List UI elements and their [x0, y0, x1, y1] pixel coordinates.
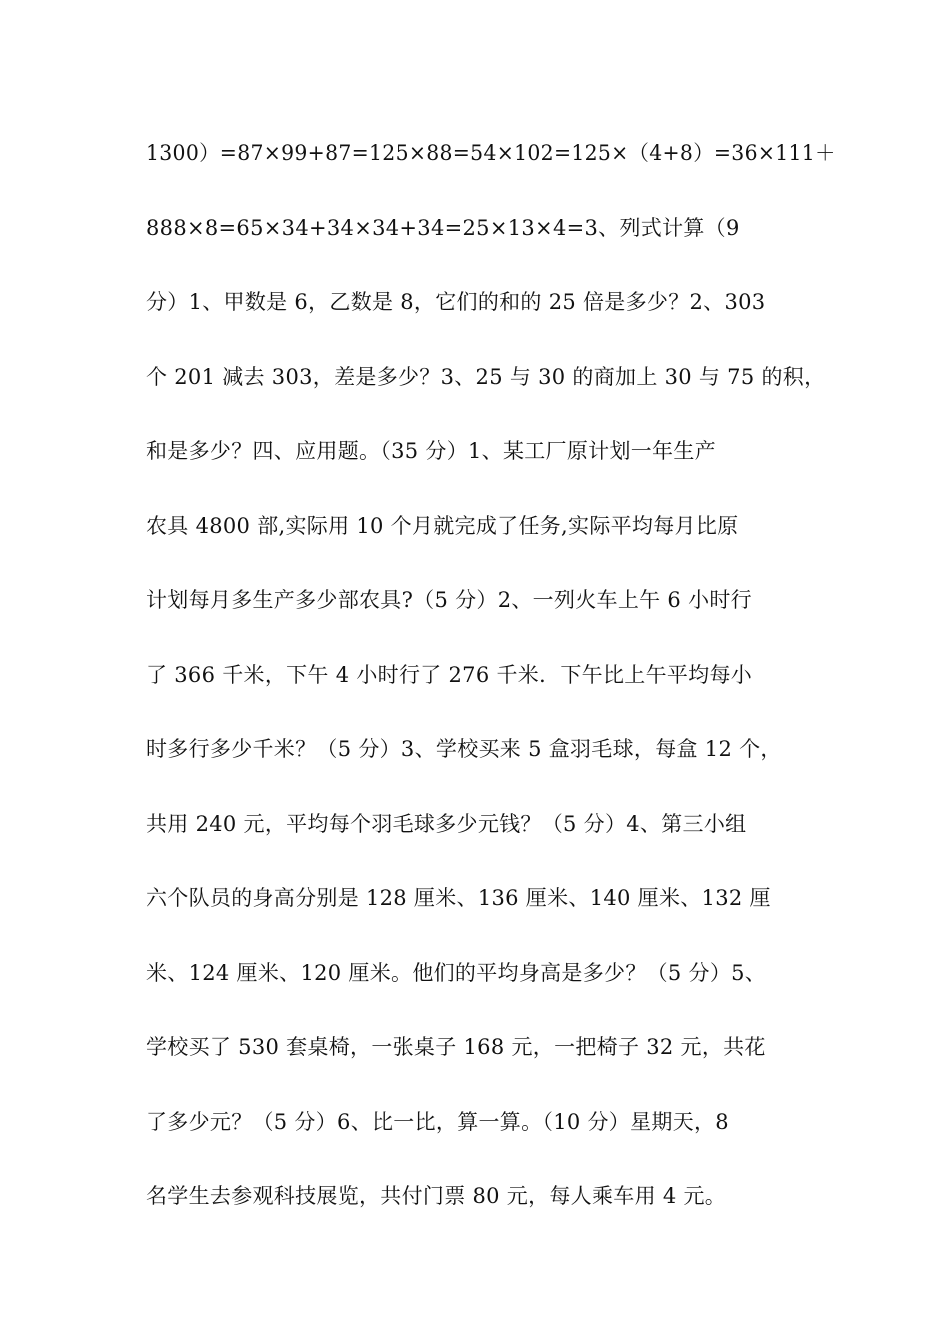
- text-line: 和是多少？四、应用题。（35 分）1、某工厂原计划一年生产: [146, 439, 716, 463]
- text-line: 学校买了 530 套桌椅，一张桌子 168 元，一把椅子 32 元，共花: [146, 1035, 766, 1059]
- text-line: 六个队员的身高分别是 128 厘米、136 厘米、140 厘米、132 厘: [146, 886, 771, 910]
- text-line: 了 366 千米，下午 4 小时行了 276 千米．下午比上午平均每小: [146, 662, 753, 687]
- text-line: 共用 240 元，平均每个羽毛球多少元钱？（5 分）4、第三小组: [146, 811, 747, 836]
- text-line: 分）1、甲数是 6，乙数是 8，它们的和的 25 倍是多少？2、303: [146, 290, 766, 314]
- text-line: 计划每月多生产多少部农具?（5 分）2、一列火车上午 6 小时行: [146, 588, 752, 612]
- text-line: 个 201 减去 303，差是多少？3、25 与 30 的商加上 30 与 75 的积，: [146, 364, 826, 389]
- body-text: [146, 134, 836, 1252]
- text-line: 农具 4800 部,实际用 10 个月就完成了任务,实际平均每月比原: [146, 513, 739, 538]
- text-line: 了多少元？（5 分）6、比一比，算一算。（10 分）星期天，8: [146, 1109, 729, 1134]
- text-line: 名学生去参观科技展览，共付门票 80 元，每人乘车用 4 元。: [146, 1184, 727, 1208]
- text-line: 1300）=87×99+87=125×88=54×102=125×（4+8）=36×111＋: [146, 141, 836, 165]
- text-line: 888×8=65×34+34×34+34=25×13×4=3、列式计算（9: [146, 215, 740, 240]
- text-line: 时多行多少千米？（5 分）3、学校买来 5 盒羽毛球，每盒 12 个，: [146, 737, 782, 761]
- text-line: 米、124 厘米、120 厘米。他们的平均身高是多少？（5 分）5、: [146, 960, 767, 985]
